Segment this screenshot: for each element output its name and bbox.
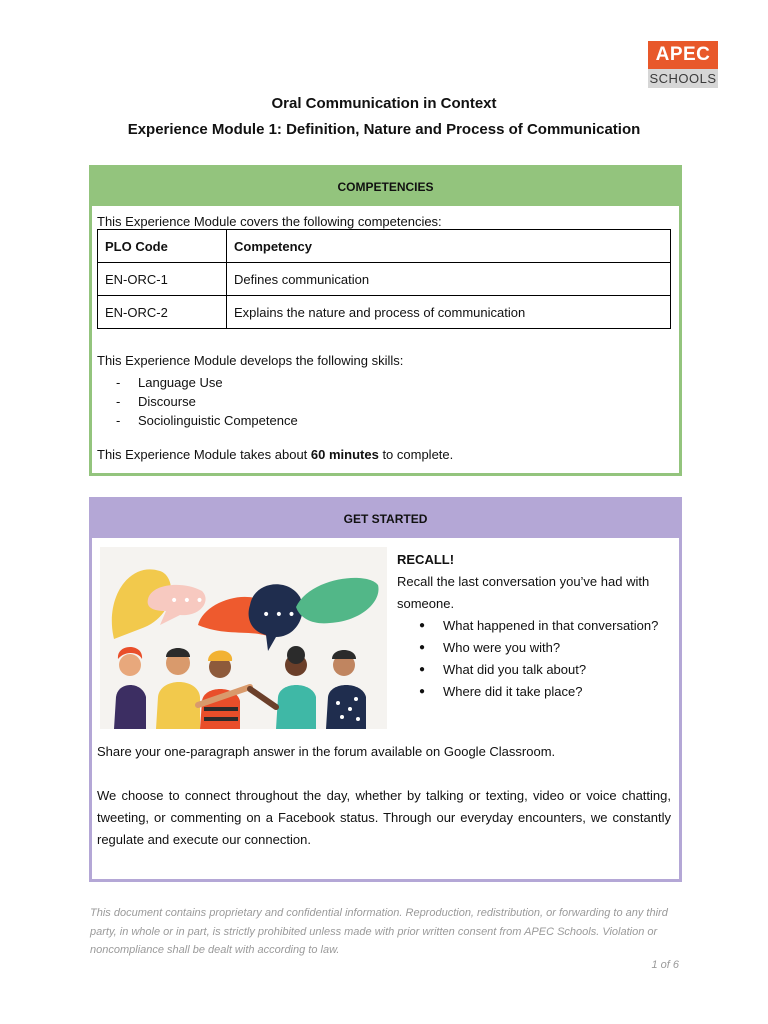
get-started-panel	[89, 497, 682, 882]
skill-label: Discourse	[138, 394, 196, 409]
recall-title: RECALL!	[397, 552, 455, 567]
table-row	[98, 263, 671, 296]
svg-text:• • •: • • •	[262, 607, 296, 623]
competency-text: Defines communication	[227, 263, 671, 296]
skills-intro: This Experience Module develops the following skills:	[97, 353, 404, 368]
skill-label: Sociolinguistic Competence	[138, 413, 298, 428]
duration-prefix: This Experience Module takes about	[97, 447, 311, 462]
logo-top: APEC	[648, 41, 718, 69]
list-item: ● Where did it take place?	[397, 681, 671, 703]
module-title: Experience Module 1: Definition, Nature and Process of Communication	[127, 121, 641, 138]
list-item: - Discourse	[116, 394, 196, 409]
table-row	[98, 296, 671, 329]
conversation-illustration	[100, 547, 387, 729]
list-item: ● What did you talk about?	[397, 659, 671, 681]
column-header-competency: Competency	[227, 230, 671, 263]
share-instruction: Share your one-paragraph answer in the forum available on Google Classroom.	[97, 744, 556, 759]
page-number: 1 of 6	[651, 959, 679, 971]
list-item: ● Who were you with?	[397, 637, 671, 659]
svg-text:• • •: • • •	[170, 593, 204, 609]
list-item: ● What happened in that conversation?	[397, 615, 671, 637]
skill-label: Language Use	[138, 375, 223, 390]
get-started-heading: GET STARTED	[92, 500, 679, 538]
competencies-heading: COMPETENCIES	[92, 168, 679, 206]
duration-value: 60 minutes	[310, 447, 379, 462]
duration-suffix: to complete.	[378, 447, 454, 462]
competencies-intro: This Experience Module covers the following competencies:	[97, 214, 442, 229]
plo-code: EN-ORC-1	[98, 263, 227, 296]
plo-code: EN-ORC-2	[98, 296, 227, 329]
document-title: Oral Communication in Context	[271, 95, 497, 112]
list-item: - Sociolinguistic Competence	[116, 413, 298, 428]
competency-table	[97, 229, 671, 329]
confidentiality-notice: This document contains proprietary and confidential information. Reproduction, redistribution, or forwarding to any third party, in whole or in part, is strictly prohibited unless made with prior written consent from APEC Schools. Violation or noncompliance shall be dealt with according to law.	[90, 907, 668, 956]
intro-paragraph: We choose to connect throughout the day, whether by talking or texting, video or voice chatting, tweeting, or commenting on a Facebook status. Through our everyday encounters, we constantly regulate and execute our connection.	[97, 788, 671, 847]
competency-text: Explains the nature and process of communication	[227, 296, 671, 329]
column-header-plo: PLO Code	[98, 230, 227, 263]
recall-section	[397, 549, 671, 703]
recall-text: Recall the last conversation you’ve had with someone.	[397, 574, 650, 611]
list-item: - Language Use	[116, 375, 223, 390]
duration-text	[97, 446, 453, 464]
table-header-row	[98, 230, 671, 263]
people-talking-icon	[100, 547, 387, 729]
competencies-panel	[89, 165, 682, 476]
logo-bottom: SCHOOLS	[649, 71, 717, 86]
skills-list	[116, 373, 298, 430]
apec-logo	[648, 41, 718, 88]
recall-questions	[397, 615, 671, 703]
